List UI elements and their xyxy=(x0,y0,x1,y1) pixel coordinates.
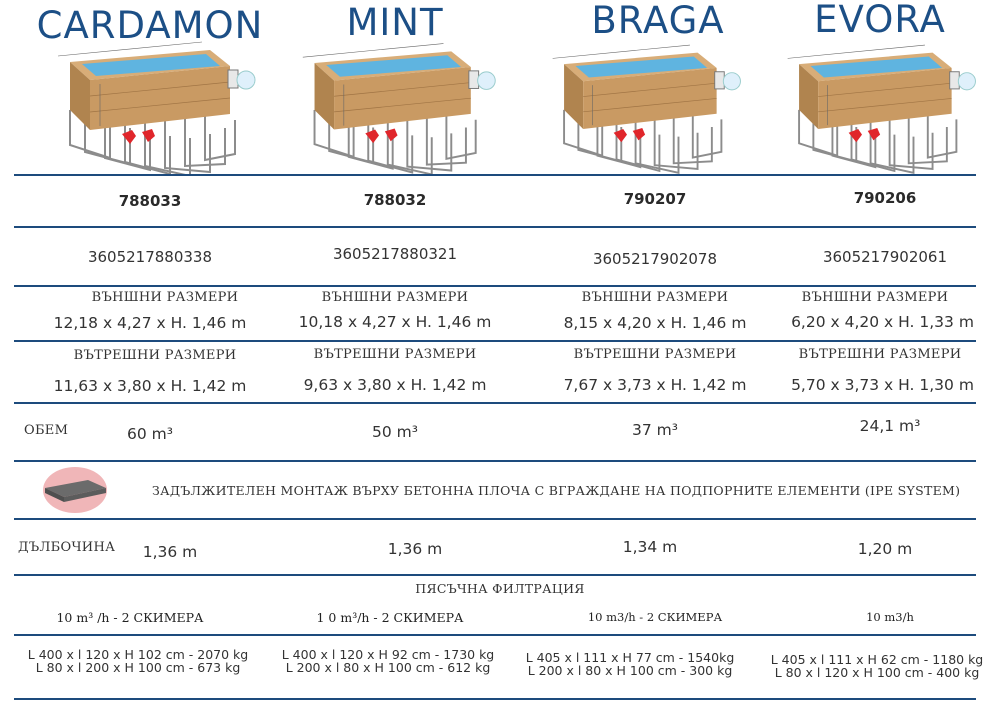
depth-evora: 1,20 m xyxy=(857,540,913,558)
filtration-evora: 10 m3/h xyxy=(866,610,914,624)
volume-evora: 24,1 m³ xyxy=(859,417,921,435)
label-volume: ОБЕМ xyxy=(24,423,69,438)
pool-illustration-evora xyxy=(780,40,985,175)
ean-braga: 3605217902078 xyxy=(592,250,718,268)
label-external-evora: ВЪНШНИ РАЗМЕРИ xyxy=(801,290,949,305)
depth-cardamon: 1,36 m xyxy=(142,543,198,561)
label-external-mint: ВЪНШНИ РАЗМЕРИ xyxy=(321,290,469,305)
depth-mint: 1,36 m xyxy=(387,540,443,558)
row-divider xyxy=(14,226,976,228)
ean-evora: 3605217902061 xyxy=(822,248,948,266)
package-2-braga: L 200 x l 80 x H 100 cm - 300 kg xyxy=(527,663,733,678)
package-1-cardamon: L 400 x l 120 x H 102 cm - 2070 kg xyxy=(27,647,249,662)
ref-braga: 790207 xyxy=(623,190,687,208)
model-title-evora: EVORA xyxy=(814,0,946,41)
label-internal-mint: ВЪТРЕШНИ РАЗМЕРИ xyxy=(313,347,477,362)
int-cardamon: 11,63 x 3,80 x H. 1,42 m xyxy=(53,377,247,395)
model-title-mint: MINT xyxy=(346,1,444,44)
concrete-slab-icon xyxy=(40,466,110,514)
int-braga: 7,67 x 3,73 x H. 1,42 m xyxy=(563,376,747,394)
row-divider xyxy=(14,285,976,287)
row-divider xyxy=(14,460,976,462)
label-internal-braga: ВЪТРЕШНИ РАЗМЕРИ xyxy=(573,347,737,362)
label-internal-cardamon: ВЪТРЕШНИ РАЗМЕРИ xyxy=(73,348,237,363)
package-2-mint: L 200 x l 80 x H 100 cm - 612 kg xyxy=(285,660,491,675)
ref-cardamon: 788033 xyxy=(118,192,182,210)
label-external-cardamon: ВЪНШНИ РАЗМЕРИ xyxy=(91,290,239,305)
ref-mint: 788032 xyxy=(363,191,427,209)
row-divider xyxy=(14,402,976,404)
package-1-mint: L 400 x l 120 x H 92 cm - 1730 kg xyxy=(281,647,495,662)
model-title-braga: BRAGA xyxy=(591,0,725,42)
label-external-braga: ВЪНШНИ РАЗМЕРИ xyxy=(581,290,729,305)
row-divider xyxy=(14,634,976,636)
int-evora: 5,70 x 3,73 x H. 1,30 m xyxy=(791,376,974,394)
ext-cardamon: 12,18 x 4,27 x H. 1,46 m xyxy=(53,314,247,332)
pool-illustration-mint xyxy=(295,40,505,175)
package-1-evora: L 405 x l 111 x H 62 cm - 1180 kg xyxy=(770,652,984,667)
row-divider xyxy=(14,174,976,176)
label-depth: ДЪЛБОЧИНА xyxy=(18,540,116,555)
package-1-braga: L 405 x l 111 x H 77 cm - 1540kg xyxy=(525,650,735,665)
ean-cardamon: 3605217880338 xyxy=(87,248,213,266)
ean-mint: 3605217880321 xyxy=(332,245,458,263)
ext-evora: 6,20 x 4,20 x H. 1,33 m xyxy=(791,313,974,331)
filtration-mint: 1 0 m³/h - 2 СКИМЕРА xyxy=(316,610,464,625)
volume-mint: 50 m³ xyxy=(372,423,418,441)
filtration-cardamon: 10 m³ /h - 2 СКИМЕРА xyxy=(56,610,204,625)
model-title-cardamon: CARDAMON xyxy=(36,4,264,47)
row-divider xyxy=(14,340,976,342)
pool-illustration-braga xyxy=(545,40,750,175)
int-mint: 9,63 x 3,80 x H. 1,42 m xyxy=(303,376,487,394)
package-2-evora: L 80 x l 120 x H 100 cm - 400 kg xyxy=(774,665,980,680)
label-filtration: ПЯСЪЧНА ФИЛТРАЦИЯ xyxy=(415,581,585,596)
volume-cardamon: 60 m³ xyxy=(127,425,173,443)
ref-evora: 790206 xyxy=(853,189,917,207)
ext-mint: 10,18 x 4,27 x H. 1,46 m xyxy=(298,313,492,331)
ext-braga: 8,15 x 4,20 x H. 1,46 m xyxy=(563,314,747,332)
filtration-braga: 10 m3/h - 2 СКИМЕРА xyxy=(587,610,723,624)
volume-braga: 37 m³ xyxy=(632,421,678,439)
label-internal-evora: ВЪТРЕШНИ РАЗМЕРИ xyxy=(798,347,962,362)
mounting-note: ЗАДЪЛЖИТЕЛЕН МОНТАЖ ВЪРХУ БЕТОННА ПЛОЧА С ВГРАЖДАНЕ НА ПОДПОРНИТЕ ЕЛЕМЕНТИ (IPE SYSTEM) xyxy=(152,483,961,498)
depth-braga: 1,34 m xyxy=(622,538,678,556)
row-divider xyxy=(14,518,976,520)
row-divider xyxy=(14,574,976,576)
package-2-cardamon: L 80 x l 200 x H 100 cm - 673 kg xyxy=(35,660,241,675)
row-divider xyxy=(14,698,976,700)
pool-illustration-cardamon xyxy=(50,40,265,175)
